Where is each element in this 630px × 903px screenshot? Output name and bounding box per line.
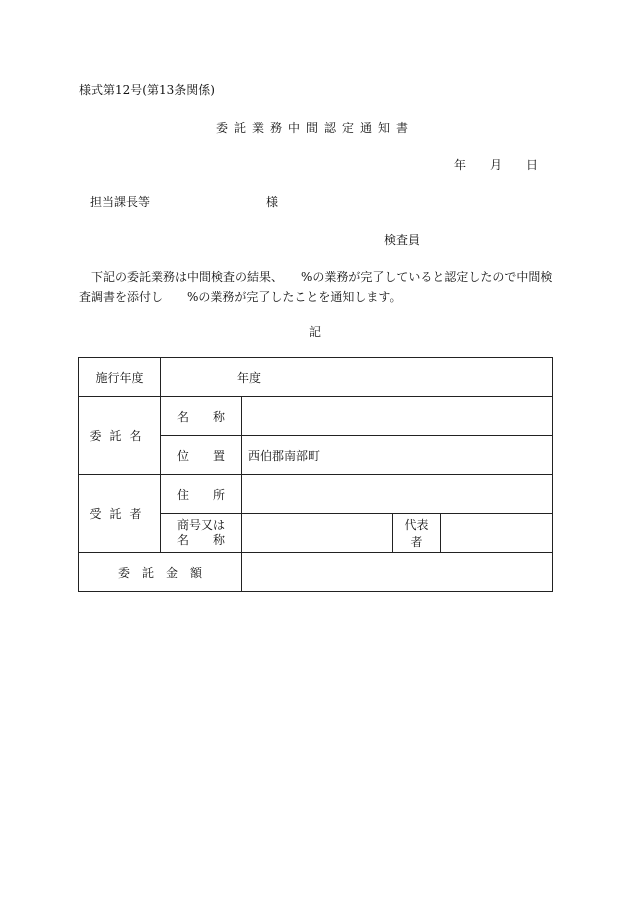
document-title: 委託業務中間認定通知書: [215, 121, 414, 135]
fiscal-year-value[interactable]: 年度: [161, 358, 553, 397]
address-label: 住 所: [161, 475, 242, 514]
contractor-label: 受託者: [79, 475, 161, 553]
location-label: 位 置: [161, 436, 242, 475]
location-value[interactable]: 西伯郡南部町: [242, 436, 553, 475]
row-amount: [79, 553, 553, 592]
representative-label: 代表者: [393, 514, 441, 553]
date-month: 月: [490, 158, 503, 172]
trade-name-value[interactable]: [242, 514, 393, 553]
name-value[interactable]: [242, 397, 553, 436]
body-sentence: 下記の委託業務は中間検査の結果、 %の業務が完了していると認定したので中間検査調書を添付し %の業務が完了したことを通知します。: [79, 270, 553, 304]
row-entrust-name: [79, 397, 553, 436]
addressee-label: 担当課長等: [90, 195, 151, 209]
date-line: [454, 156, 538, 173]
name-label: 名 称: [161, 397, 242, 436]
entrust-name-label: 委託名: [79, 397, 161, 475]
trade-name-label-line2: 名 称: [176, 533, 225, 547]
amount-value[interactable]: [242, 553, 553, 592]
row-address: [79, 475, 553, 514]
address-value[interactable]: [242, 475, 553, 514]
trade-name-label-line1: 商号又は: [176, 518, 225, 532]
representative-value[interactable]: [441, 514, 553, 553]
amount-label: 委 託 金 額: [79, 553, 242, 592]
ki-label: 記: [308, 325, 321, 339]
date-day: 日: [526, 158, 539, 172]
date-year: 年: [454, 158, 467, 172]
inspector-label: 検査員: [384, 233, 421, 247]
trade-name-label: [161, 514, 242, 553]
form-number: 様式第12号(第13条関係): [79, 83, 215, 97]
body-text: [79, 267, 553, 307]
fiscal-year-label: 施行年度: [79, 358, 161, 397]
notice-table: [78, 357, 553, 592]
row-fiscal-year: [79, 358, 553, 397]
addressee-honorific: 様: [266, 195, 279, 209]
